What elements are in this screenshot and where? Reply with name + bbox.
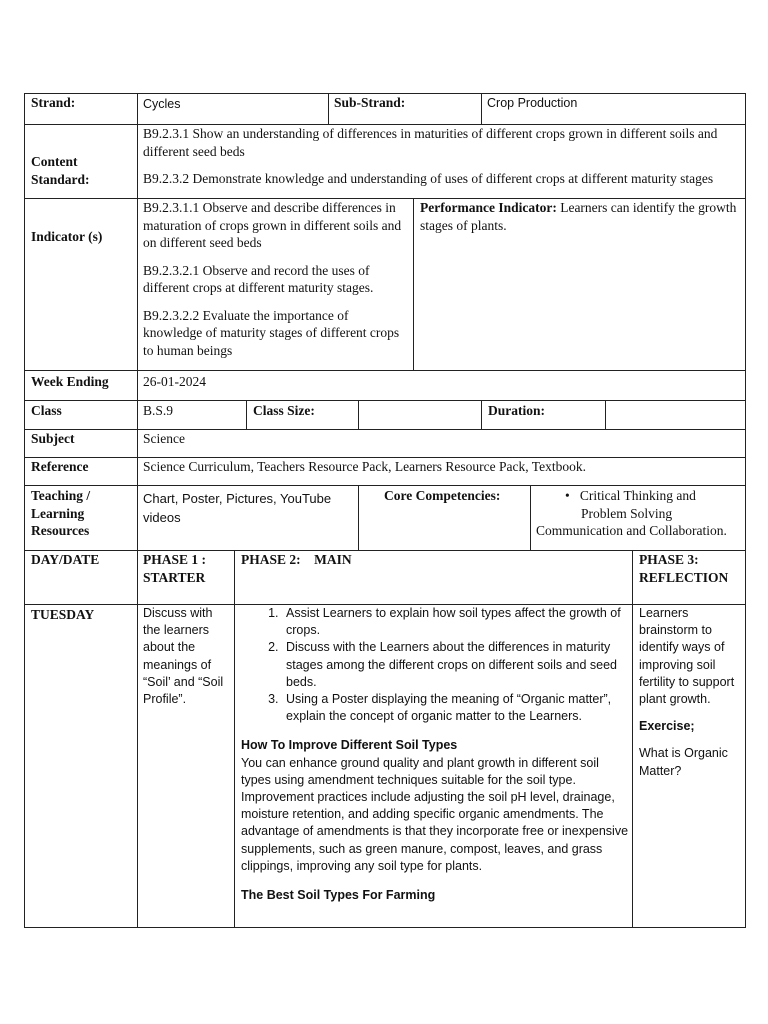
phase-3-header: PHASE 3: REFLECTION [639,552,729,585]
reflection-text: Learners brainstorm to identify ways of improving soil fertility to support plant growth. [639,606,735,707]
performance-indicator [420,199,738,234]
phase-2-header: PHASE 2: MAIN [241,552,352,567]
main-steps-list [241,605,629,725]
starter-text: Discuss with the learners about the meanings of “Soil’ and “Soil Profile”. [143,606,224,707]
indicator-item: B9.2.3.2.1 Observe and record the uses of different crops at different maturity stages. [143,262,374,295]
week-ending-value: 26-01-2024 [143,374,206,389]
competency-item: Communication and Collaboration. [536,523,727,538]
indicator-item: B9.2.3.2.2 Evaluate the importance of knowledge of maturity stages of different crops to human beings [143,307,400,358]
content-standard-item: B9.2.3.1 Show an understanding of differences in maturities of different crops grown in different soils and different seed beds [143,126,718,159]
performance-indicator-label: Performance Indicator: [420,200,557,215]
main-step: 2. Discuss with the Learners about the differences in maturity stages among the different crops on different soils and seed beds. [282,639,629,691]
resources-value: Chart, Poster, Pictures, YouTube videos [143,491,332,525]
content-standard-label: Content Standard: [31,154,90,187]
class-size-label: Class Size: [253,403,315,418]
content-standard-items [143,125,741,188]
main-step: 1. Assist Learners to explain how soil types affect the growth of crops. [282,605,629,639]
subject-label: Subject [31,431,75,446]
core-competencies-list [533,487,743,540]
reflection-cell [639,605,743,780]
sub-strand-label: Sub-Strand: [334,95,406,110]
week-ending-label: Week Ending [31,374,109,389]
exercise-label: Exercise; [639,719,695,734]
sub-strand-value: Crop Production [487,96,578,110]
strand-label: Strand: [31,95,76,110]
main-step: 3. Using a Poster displaying the meaning of “Organic matter”, explain the concept of organic matter to the Learners. [282,691,629,725]
day-date-header: DAY/DATE [31,552,100,567]
phase-1-header: PHASE 1 : STARTER [143,552,207,585]
indicator-item: B9.2.3.1.1 Observe and describe differences in maturation of crops grown in different soils and on different seed beds [143,200,402,250]
indicator-items [143,199,411,359]
competency-bullet-item [533,487,743,522]
improve-soil-heading: How To Improve Different Soil Types [241,738,458,753]
strand-value: Cycles [143,97,181,111]
main-activities [241,605,629,904]
bullet-icon: • [565,488,580,503]
best-soil-heading: The Best Soil Types For Farming [241,888,436,903]
reference-label: Reference [31,459,89,474]
improve-soil-text: You can enhance ground quality and plant growth in different soil types using amendment techniques suitable for the soil type. Improvement practices include adjusting the soil pH level, drainage, moisture retention, and adding specific organic amendments. The advantage of amendments is that they incorporate free or inexpensive supplements, such as green manure, compost, leaves, and grass clippings, improving any soil type for plants. [241,755,629,873]
exercise-question: What is Organic Matter? [639,746,728,778]
duration-label: Duration: [488,403,545,418]
content-standard-item: B9.2.3.2 Demonstrate knowledge and understanding of uses of different crops at different maturity stages [143,171,714,186]
resources-label: Teaching / Learning Resources [31,488,91,538]
day-tuesday: TUESDAY [31,607,95,622]
class-label: Class [31,403,62,418]
competency-text: Critical Thinking and Problem Solving [579,488,696,521]
core-competencies-label: Core Competencies: [384,488,501,503]
indicator-label: Indicator (s) [31,229,103,244]
performance-indicator-text: Learners can identify the growth stages of plants. [420,200,737,233]
subject-value: Science [143,431,185,446]
class-value: B.S.9 [143,403,174,418]
reference-value: Science Curriculum, Teachers Resource Pack, Learners Resource Pack, Textbook. [143,459,586,474]
